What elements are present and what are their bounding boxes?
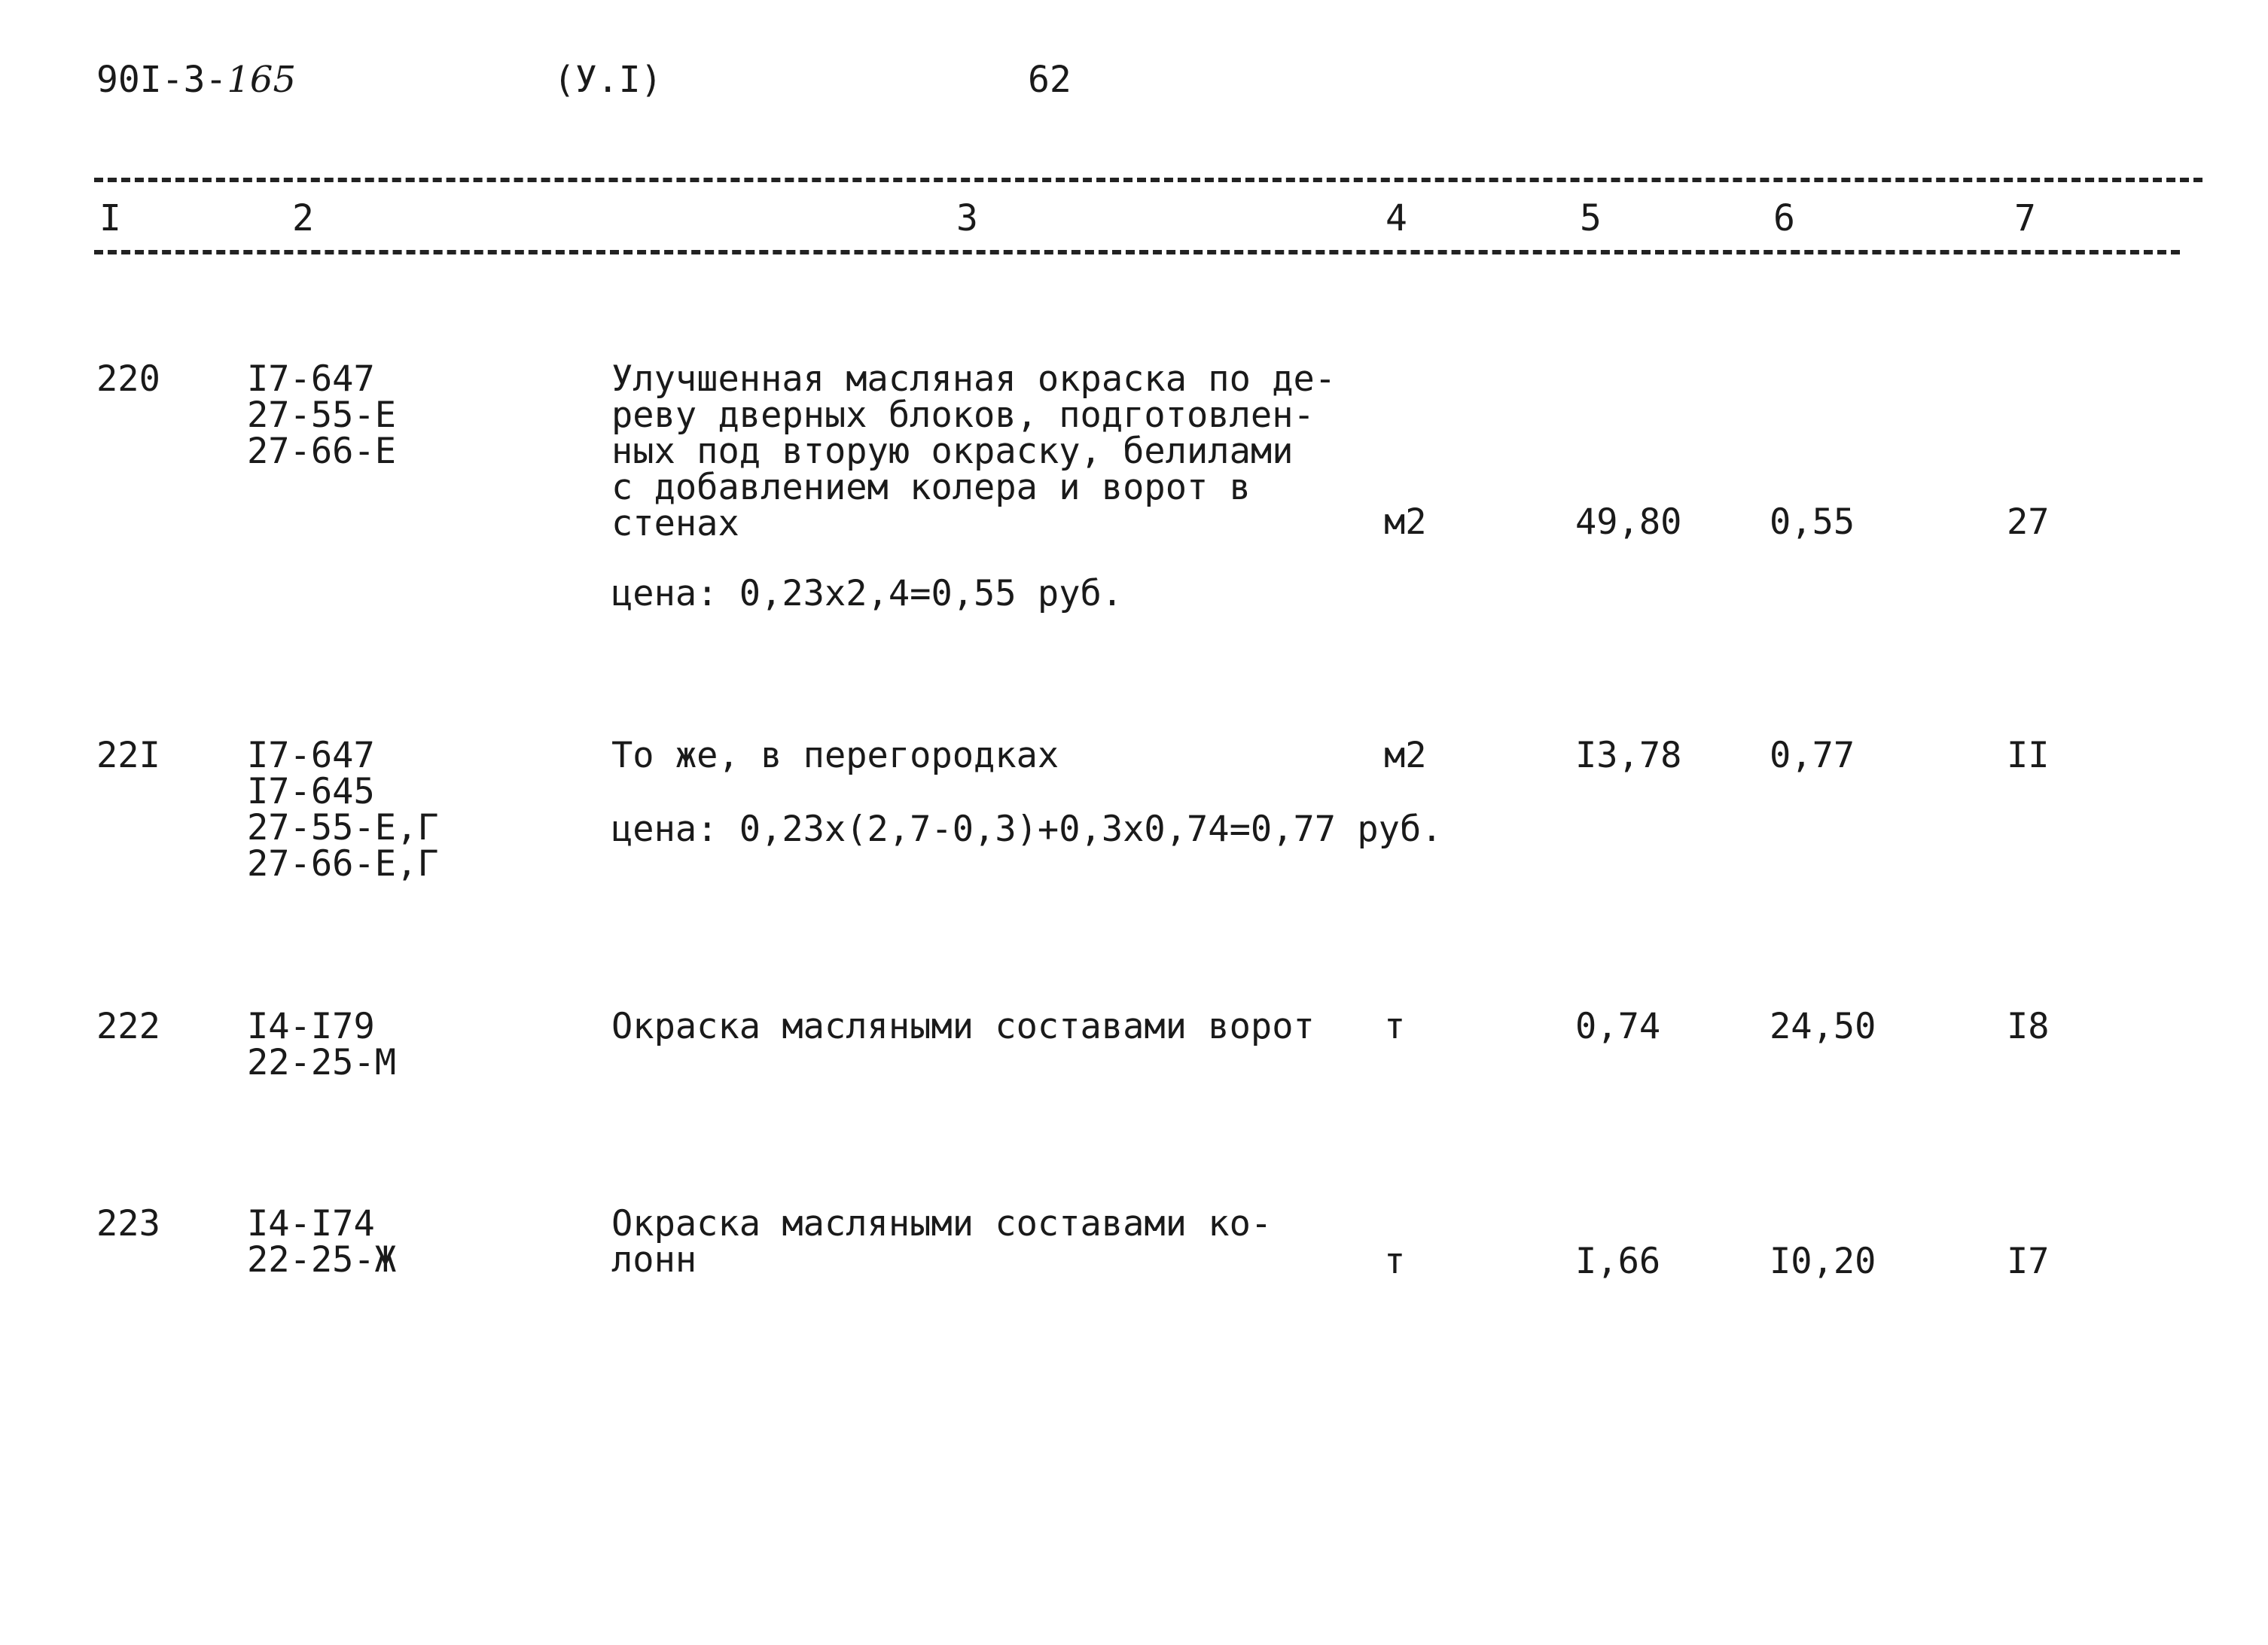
column-header-4: 4: [1385, 197, 1407, 239]
column-header-2: 2: [292, 197, 314, 239]
column-header-6: 6: [1773, 197, 1795, 239]
row-total: I8: [2007, 1006, 2050, 1047]
row-total: 27: [2007, 501, 2050, 543]
row-price: 0,55: [1770, 501, 1855, 543]
row-quantity: I3,78: [1575, 735, 1682, 776]
row-codes: I7-647 I7-645 27-55-Е,Г 27-66-Е,Г: [247, 735, 439, 885]
row-codes: I4-I74 22-25-Ж: [247, 1203, 397, 1281]
column-header-1: I: [99, 197, 121, 239]
row-price-note: цена: 0,23х(2,7-0,3)+0,3х0,74=0,77 руб.: [611, 809, 1443, 850]
document-code-prefix: 90I-3-: [96, 59, 227, 101]
row-quantity: 0,74: [1575, 1006, 1661, 1047]
row-unit: т: [1384, 1241, 1406, 1282]
row-price: I0,20: [1770, 1241, 1876, 1282]
column-header-3: 3: [956, 197, 978, 239]
document-code: [96, 59, 296, 101]
page-number: 62: [1028, 59, 1072, 101]
row-description: То же, в перегородках: [611, 735, 1059, 776]
row-codes: I7-647 27-55-Е 27-66-Е: [247, 358, 397, 472]
row-quantity: 49,80: [1575, 501, 1682, 543]
row-total: I7: [2007, 1241, 2050, 1282]
row-unit: м2: [1384, 735, 1427, 776]
row-number: 220: [96, 358, 160, 400]
row-price: 0,77: [1770, 735, 1855, 776]
table-header-rule: [94, 250, 2180, 254]
row-description: Улучшенная масляная окраска по де- реву дверных блоков, подготовлен- ных под вторую окраску, белилами с добавлением колера и ворот в стенах: [611, 358, 1337, 544]
row-codes: I4-I79 22-25-М: [247, 1006, 397, 1083]
row-quantity: I,66: [1575, 1241, 1661, 1282]
row-price-note: цена: 0,23х2,4=0,55 руб.: [611, 573, 1123, 614]
column-header-7: 7: [2014, 197, 2036, 239]
row-unit: т: [1384, 1006, 1406, 1047]
table-top-rule: [94, 178, 2202, 182]
document-code-handwritten: 165: [227, 59, 297, 101]
sheet-label: (У.I): [553, 59, 663, 101]
row-total: II: [2007, 735, 2050, 776]
row-number: 22I: [96, 735, 160, 776]
row-number: 222: [96, 1006, 160, 1047]
row-description: Окраска масляными составами ко- лонн: [611, 1203, 1273, 1281]
row-number: 223: [96, 1203, 160, 1244]
row-unit: м2: [1384, 501, 1427, 543]
row-description: Окраска масляными составами ворот: [611, 1006, 1315, 1047]
column-header-5: 5: [1580, 197, 1602, 239]
row-price: 24,50: [1770, 1006, 1876, 1047]
